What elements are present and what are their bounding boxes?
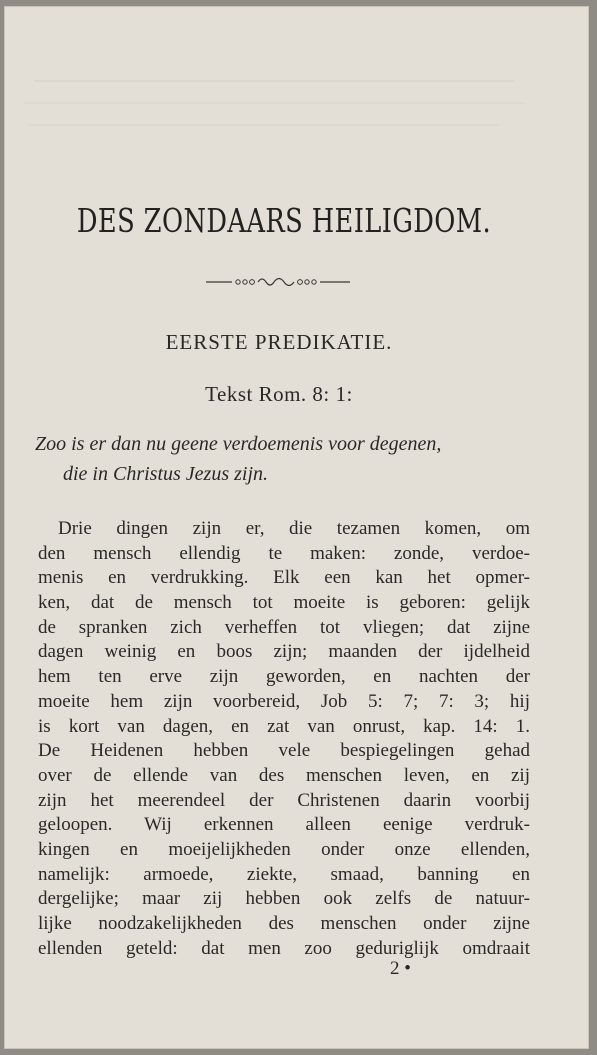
- text-line: is kort van dagen, en zat van onrust, kap. 14: 1.: [38, 715, 530, 737]
- verse-line: die in Christus Jezus zijn.: [63, 463, 269, 485]
- text-line: kingen en moeijelijkheden onder onze ellenden,: [38, 838, 530, 860]
- sermon-heading: EERSTE PREDIKATIE.: [165, 330, 393, 354]
- text-line: hem ten erve zijn geworden, en nachten der: [38, 666, 530, 688]
- scripture-reference: Tekst Rom. 8: 1:: [205, 382, 353, 406]
- book-page: [4, 6, 589, 1049]
- page-title: DES ZONDAARS HEILIGDOM.: [76, 201, 492, 240]
- text-line: dergelijke; maar zij hebben ook zelfs de natuur-: [38, 888, 530, 910]
- text-line: Drie dingen zijn er, die tezamen komen, om: [58, 518, 530, 539]
- text-line: de spranken zich verheffen tot vliegen; dat zijne: [38, 616, 530, 638]
- text-line: ken, dat de mensch tot moeite is geboren: gelijk: [38, 592, 530, 614]
- ornament-divider-icon: [204, 274, 354, 290]
- text-line: zijn het meerendeel der Christenen daarin voorbij: [38, 789, 530, 811]
- text-line: over de ellende van des menschen leven, en zij: [38, 764, 530, 786]
- text-line: menis en verdrukking. Elk een kan het opmer-: [38, 567, 530, 589]
- scripture-verse: [35, 429, 535, 489]
- text-line: ellenden geteld: dat men zoo geduriglijk omdraait: [38, 937, 530, 959]
- text-line: De Heidenen hebben vele bespiegelingen gehad: [38, 740, 530, 762]
- text-line: lijke noodzakelijkheden des menschen onder zijne: [38, 913, 530, 934]
- show-through-text: [14, 72, 534, 132]
- text-line: moeite hem zijn voorbereid, Job 5: 7; 7: 3; hij: [38, 690, 530, 712]
- text-line: geloopen. Wij erkennen alleen eenige verdruk-: [38, 814, 530, 836]
- text-line: den mensch ellendig te maken: zonde, verdoe-: [38, 542, 530, 564]
- page-signature: 2 •: [390, 958, 411, 979]
- text-line: dagen weinig en boos zijn; maanden der ijdelheid: [38, 641, 530, 663]
- text-line: namelijk: armoede, ziekte, smaad, banning en: [38, 863, 530, 885]
- verse-line: Zoo is er dan nu geene verdoemenis voor degenen,: [35, 433, 442, 455]
- body-paragraph: [38, 517, 530, 961]
